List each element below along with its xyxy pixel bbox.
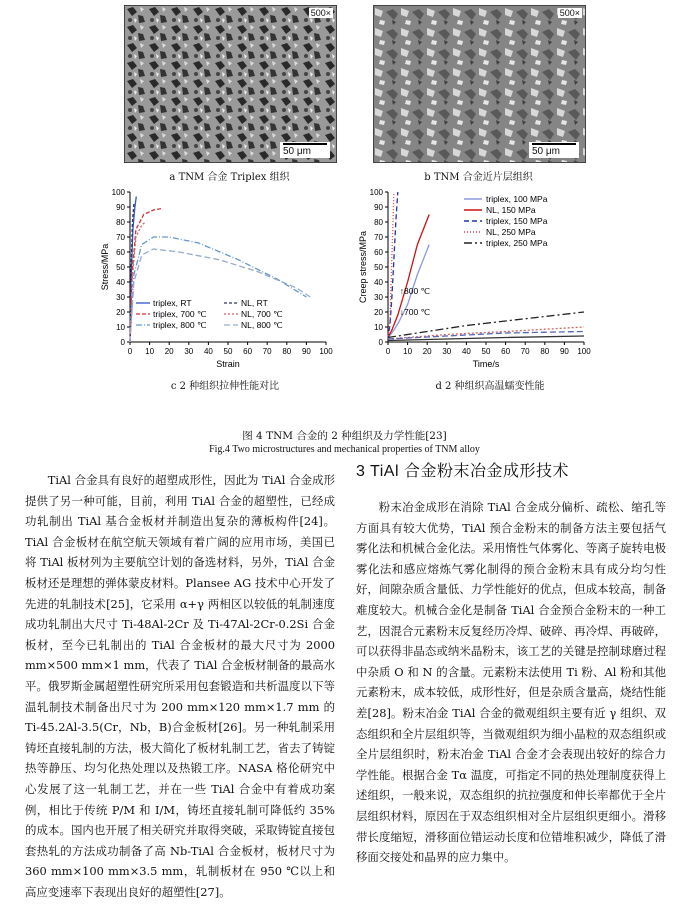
chart-tensile-svg xyxy=(96,186,336,378)
creep-x-tick-label: 70 xyxy=(520,347,530,356)
caption-panel-a: a TNM 合金 Triplex 组织 xyxy=(169,172,290,183)
tensile-y-tick-label: 70 xyxy=(116,233,125,242)
creep-y-tick-label: 30 xyxy=(374,293,383,302)
chart-tensile xyxy=(96,186,336,378)
creep-series-line xyxy=(388,192,398,339)
creep-annotation-800: ↑800 ℃ xyxy=(399,286,431,296)
magnification-label-b: 500× xyxy=(559,8,580,18)
creep-x-tick-label: 60 xyxy=(501,347,511,356)
creep-y-axis-label: Creep stress/MPa xyxy=(358,230,368,304)
creep-y-tick-label: 20 xyxy=(374,308,383,317)
creep-y-tick-label: 40 xyxy=(374,278,383,287)
creep-legend-label: NL, 150 MPa xyxy=(486,205,536,215)
caption-panel-d: d 2 种组织高温蠕变性能 xyxy=(435,381,545,392)
creep-x-tick-label: 10 xyxy=(403,347,413,356)
tensile-legend-label: NL, 800 ℃ xyxy=(241,320,283,330)
creep-legend-label: triplex, 250 MPa xyxy=(486,238,548,248)
scale-bar-a: 50 μm xyxy=(280,142,330,158)
tensile-y-tick-label: 60 xyxy=(116,248,125,257)
magnification-label-a: 500× xyxy=(310,8,331,18)
figure-caption-en: Fig.4 Two microstructures and mechanical properties of TNM alloy xyxy=(209,444,480,455)
tensile-x-tick-label: 10 xyxy=(145,347,155,356)
tensile-y-tick-label: 50 xyxy=(116,263,125,272)
tensile-y-tick-label: 100 xyxy=(111,188,125,197)
tensile-y-tick-label: 80 xyxy=(116,218,125,227)
creep-legend-label: NL, 250 MPa xyxy=(486,227,536,237)
creep-x-tick-label: 100 xyxy=(577,347,591,356)
tensile-legend-label: triplex, 700 ℃ xyxy=(153,309,207,319)
creep-x-axis-label: Time/s xyxy=(472,359,500,369)
tensile-x-tick-label: 100 xyxy=(319,347,333,356)
creep-x-tick-label: 50 xyxy=(481,347,491,356)
micrograph-near-lamellar xyxy=(373,5,586,163)
tensile-y-tick-label: 0 xyxy=(120,338,125,347)
micrograph-triplex xyxy=(124,5,337,163)
right-column xyxy=(356,497,666,868)
tensile-legend-label: triplex, 800 ℃ xyxy=(153,320,207,330)
caption-panel-c: c 2 种组织拉伸性能对比 xyxy=(170,381,280,392)
creep-y-tick-label: 80 xyxy=(374,218,383,227)
left-paragraph: TiAl 合金具有良好的超塑成形性，因此为 TiAl 合金成形提供了另一种可能，目前，利用 TiAl 合金的超塑性，已经成功轧制出 TiAl 基合金板材并制造出复杂的薄板构件[24]。TiAl 合金板材在航空航天领域有着广阔的应用市场，美国已将 TiAl 板材列为主要航空计划的备选材料，另外，TiAl 合金板材还是理想的弹体蒙皮材料。Plansee AG 技术中心开发了先进的轧制技术[25]，它采用 α+γ 两相区以较低的轧制速度成功轧制出大尺寸 Ti-48Al-2Cr 及 Ti-47Al-2Cr-0.2Si 合金板材，至今已轧制出的 TiAl 合金板材的最大尺寸为 2000 mm×500 mm×1 mm，代表了 TiAl 合金板材制备的最高水平。俄罗斯金属超塑性研究所采用包套锻造和共析温度以下等温轧制技术制备出尺寸为 200 mm×120 mm×1.7 mm 的 Ti-45.2Al-3.5(Cr，Nb，B)合金板材[26]。另一种轧制采用铸坯直接轧制的方法，极大简化了板材轧制工艺，省去了铸锭热等静压、均匀化热处理以及热锻工序。NASA 格伦研究中心发展了这一轧制工艺，并在一些 TiAl 合金中有着成功案例，相比于传统 P/M 和 I/M，铸坯直接轧制可降低约 35% 的成本。国内也开展了相关研究并取得突破，采取铸锭直接包套热轧的方法成功制备了高 Nb-TiAl 合金板材，板材尺寸为 360 mm×100 mm×3.5 mm，轧制板材在 950 ℃以上和高应变速率下表现出良好的超塑性[27]。 xyxy=(25,473,335,899)
tensile-x-tick-label: 40 xyxy=(203,347,213,356)
tensile-y-tick-label: 40 xyxy=(116,278,125,287)
caption-panel-b: b TNM 合金近片层组织 xyxy=(424,172,533,183)
scale-bar-b: 50 μm xyxy=(529,142,579,158)
section-heading: 3 TiAl 合金粉末冶金成形技术 xyxy=(356,463,569,480)
tensile-x-tick-label: 70 xyxy=(262,347,272,356)
figure-caption-cn: 图 4 TNM 合金的 2 种组织及力学性能[23] xyxy=(242,430,447,442)
creep-annotation-700: ↓700 ℃ xyxy=(399,307,431,317)
tensile-x-tick-label: 0 xyxy=(127,347,133,356)
micrograph-near-lamellar-texture xyxy=(374,6,585,162)
tensile-legend-label: triplex, RT xyxy=(153,298,192,308)
tensile-x-tick-label: 30 xyxy=(184,347,194,356)
tensile-x-tick-label: 90 xyxy=(301,347,311,356)
left-column xyxy=(25,470,335,902)
creep-x-tick-label: 90 xyxy=(559,347,569,356)
tensile-y-tick-label: 90 xyxy=(116,203,125,212)
tensile-x-tick-label: 60 xyxy=(243,347,253,356)
creep-x-tick-label: 80 xyxy=(540,347,550,356)
creep-y-tick-label: 60 xyxy=(374,248,383,257)
tensile-y-tick-label: 30 xyxy=(116,293,125,302)
creep-legend-label: triplex, 100 MPa xyxy=(486,194,548,204)
creep-y-tick-label: 10 xyxy=(374,323,383,332)
creep-x-tick-label: 30 xyxy=(442,347,452,356)
tensile-legend-label: NL, 700 ℃ xyxy=(241,309,283,319)
right-paragraph: 粉末冶金成形在消除 TiAl 合金成分偏析、疏松、缩孔等方面具有较大优势，TiAl 预合金粉末的制备方法主要包括气雾化法和机械合金化法。采用惰性气体雾化、等离子旋转电极雾化法和感应熔炼气雾化制得的预合金粉末具有成分均匀性好，间隙杂质含量低、力学性能好的优点，但成本较高，制备难度较大。机械合金化是制备 TiAl 合金预合金粉末的一种工艺，因混合元素粉末反复经历冷焊、破碎、再冷焊、再破碎，可以获得非晶态或纳米晶粉末，该工艺的关键是控制球磨过程中杂质 O 和 N 的含量。元素粉末法使用 Ti 粉、Al 粉和其他元素粉末，成本较低，成形性好，但是杂质含量高，烧结性能差[28]。粉末冶金 TiAl 合金的微观组织主要有近 γ 组织、双态组织和全片层组织等，当微观组织为细小晶粒的双态组织或全片层组织时，粉末冶金 TiAl 合金才会表现出较好的综合力学性能。根据合金 Tα 温度，可指定不同的热处理制度获得上述组织，一般来说，双态组织的抗拉强度和伸长率都优于全片层组织材料，原因在于双态组织相对全片层组织更细小。滑移带长度缩短，滑移面位错运动长度和位错堆积减少，降低了滑移面交接处和晶界的应力集中。 xyxy=(356,500,666,865)
creep-y-tick-label: 100 xyxy=(369,188,383,197)
creep-x-tick-label: 40 xyxy=(461,347,471,356)
tensile-legend-label: NL, RT xyxy=(241,298,268,308)
creep-x-tick-label: 20 xyxy=(422,347,432,356)
creep-y-tick-label: 70 xyxy=(374,233,383,242)
creep-y-tick-label: 50 xyxy=(374,263,383,272)
tensile-y-axis-label: Stress/MPa xyxy=(100,243,110,291)
creep-x-tick-label: 0 xyxy=(385,347,391,356)
creep-y-tick-label: 0 xyxy=(378,338,383,347)
tensile-x-tick-label: 20 xyxy=(164,347,174,356)
micrograph-triplex-texture xyxy=(125,6,336,162)
chart-creep xyxy=(352,186,592,378)
tensile-y-tick-label: 10 xyxy=(116,323,125,332)
tensile-x-tick-label: 80 xyxy=(282,347,292,356)
creep-series-line xyxy=(388,215,429,338)
creep-y-tick-label: 90 xyxy=(374,203,383,212)
tensile-y-tick-label: 20 xyxy=(116,308,125,317)
tensile-x-tick-label: 50 xyxy=(223,347,233,356)
creep-legend-label: triplex, 150 MPa xyxy=(486,216,548,226)
tensile-x-axis-label: Strain xyxy=(216,359,240,369)
chart-creep-svg xyxy=(352,186,592,378)
